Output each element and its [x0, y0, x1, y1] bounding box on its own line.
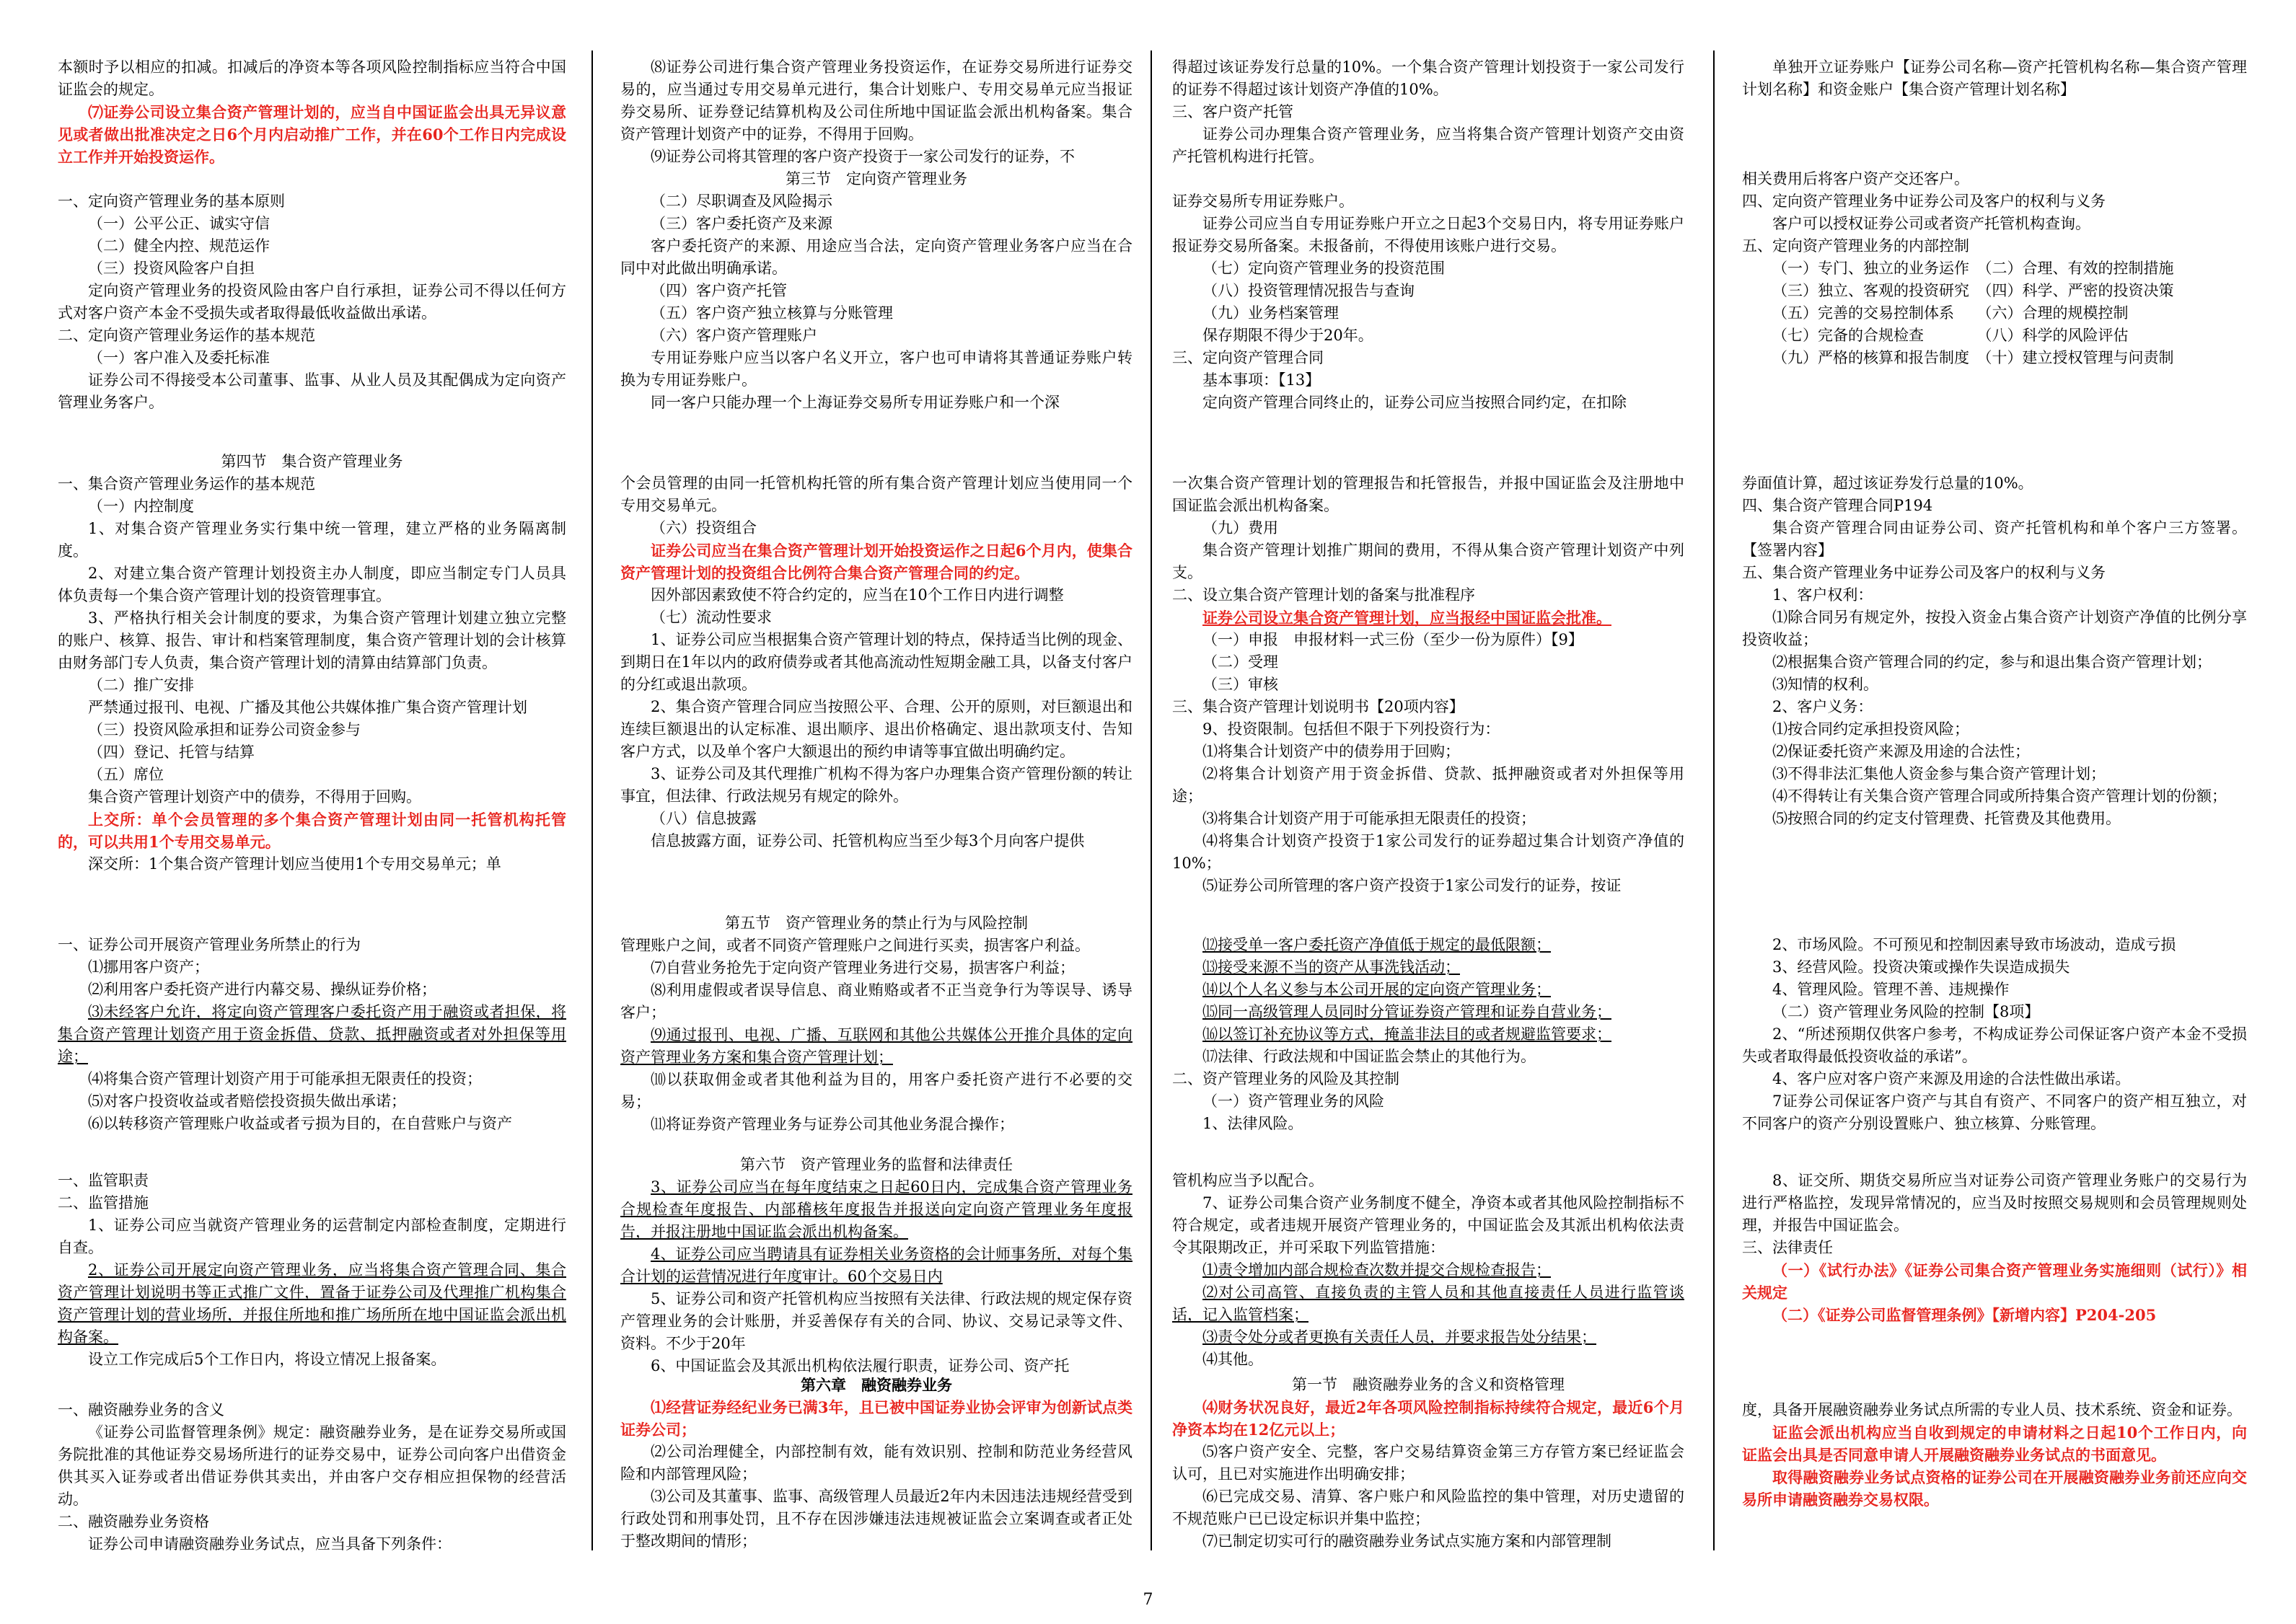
cell-16 [58, 1399, 566, 1558]
text-line: ⑸客户资产安全、完整，客户交易结算资金第三方存管方案已经证监会认可，且已对实施进作出明确安排； [1172, 1443, 1684, 1483]
text-line: ⑸对客户投资收益或者赔偿投资损失做出承诺； [88, 1093, 406, 1110]
text-line: 4、管理风险。管理不善、违规操作 [1772, 981, 2010, 998]
text-line: 严禁通过报刊、电视、广播及其他公共媒体推广集合资产管理计划 [88, 699, 527, 716]
text-line: 集合资产管理合同由证券公司、资产托管机构和单个客户三方签署。【签署内容】 [1742, 519, 2247, 559]
text-line: （三）客户委托资产及来源 [651, 215, 832, 232]
text-line: 2、集合资产管理合同应当按照公平、合理、公开的原则，对巨额退出和连续巨额退出的认定标准、退出顺序、退出价格确定、退出款项支付、告知客户方式，以及单个客户大额退出的预约申请等事宜做出明确约定。 [620, 698, 1132, 760]
text-line: 2、市场风险。不可预见和控制因素导致市场波动，造成亏损 [1772, 936, 2176, 953]
cell-1 [620, 56, 1132, 431]
text-line: 证券公司应当在集合资产管理计划开始投资运作之日起6个月内，使集合资产管理计划的投资组合比例符合集合资产管理合同的约定。 [620, 542, 1132, 582]
cell-11 [1742, 934, 2247, 1150]
text-line: ⑵利用客户委托资产进行内幕交易、操纵证券价格； [88, 981, 436, 998]
text-line: 四、集合资产管理合同P194 [1742, 497, 1933, 514]
text-line [1742, 101, 2247, 123]
text-line: （一）内控制度 [88, 498, 194, 515]
text-line: 客户委托资产的来源、用途应当合法，定向资产管理业务客户应当在合同中对此做出明确承诺。 [620, 237, 1132, 277]
text-line: 4、客户应对客户资产来源及用途的合法性做出承诺。 [1772, 1070, 2131, 1087]
text-line [1742, 146, 2247, 168]
text-line: （七）定向资产管理业务的投资范围 [1202, 260, 1445, 277]
text-line: 客户可以授权证券公司或者资产托管机构查询。 [1772, 215, 2090, 232]
text-line: （二）健全内控、规范运作 [88, 237, 270, 255]
text-line: ⑿接受单一客户委托资产净值低于规定的最低限额； [1202, 936, 1551, 953]
text-line: 取得融资融券业务试点资格的证券公司在开展融资融券业务前还应向交易所申请融资融券交易权限。 [1742, 1468, 2247, 1509]
text-line: ⑵将集合计划资产用于资金拆借、贷款、抵押融资或者对外担保等用途； [1172, 765, 1684, 805]
text-line: ⑹已完成交易、清算、客户账户和风险监控的集中管理，对历史遗留的不规范账户已已设定标识并集中监控； [1172, 1488, 1684, 1527]
text-line: （六）投资组合 [651, 519, 757, 537]
text-line: ⑷将集合计划资产投资于1家公司发行的证券超过集合计划资产净值的10%； [1172, 832, 1684, 872]
text-line: 2、对建立集合资产管理计划投资主办人制度，即应当制定专门人员具体负责每一个集合资产管理计划的投资管理事宜。 [58, 565, 566, 604]
text-line: 第六章 融资融券业务 [801, 1376, 952, 1394]
text-line: 二、资产管理业务的风险及其控制 [1172, 1070, 1399, 1087]
text-line: ⑼通过报刊、电视、广播、互联网和其他公共媒体公开推介具体的定向资产管理业务方案和集合资产管理计划； [620, 1026, 1132, 1066]
text-line: ⑷其他。 [1202, 1351, 1263, 1368]
text-line: 一、集合资产管理业务运作的基本规范 [58, 475, 315, 493]
text-line: 五、集合资产管理业务中证券公司及客户的权利与义务 [1742, 564, 2106, 581]
text-line: ⑺自营业务抢先于定向资产管理业务进行交易，损害客户利益； [651, 959, 1075, 976]
text-line [1172, 168, 1684, 190]
cell-18 [1172, 1374, 1684, 1558]
text-line: 集合资产管理计划推广期间的费用，不得从集合资产管理计划资产中列支。 [1172, 542, 1684, 581]
text-line: 第六节 资产管理业务的监督和法律责任 [740, 1156, 1013, 1173]
text-line: 上交所：单个会员管理的多个集合资产管理计划由同一托管机构托管的，可以共用1个专用交易单元。 [58, 811, 566, 851]
text-line: 4、证券公司应当聘请具有证券相关业务资格的会计师事务所，对每个集合计划的运营情况进行年度审计。60个交易日内 [620, 1245, 1132, 1285]
text-line: 深交所：1个集合资产管理计划应当使用1个专用交易单元；单 [88, 855, 501, 873]
text-line: 7证券公司保证客户资产与其自有资产、不同客户的资产相互独立，对不同客户的资产分别设置账户、独立核算、分账管理。 [1742, 1093, 2247, 1132]
text-line: 二、融资融券业务资格 [58, 1513, 209, 1530]
text-line: 证券公司办理集合资产管理业务，应当将集合资产管理计划资产交由资产托管机构进行托管。 [1172, 125, 1684, 165]
text-line: 6、中国证监会及其派出机构依法履行职责，证券公司、资产托 [651, 1357, 1070, 1374]
text-line: ⑵对公司高管、直接负责的主管人员和其他直接责任人员进行监管谈话，记入监管档案； [1172, 1284, 1684, 1323]
text-line: 因外部因素致使不符合约定的，应当在10个工作日内进行调整 [651, 586, 1064, 604]
text-line: 一、监管职责 [58, 1172, 149, 1189]
text-line: ⒀接受来源不当的资产从事洗钱活动； [1202, 958, 1460, 976]
column-divider [591, 50, 593, 1550]
text-line: 证券公司设立集合资产管理计划，应当报经中国证监会批准。 [1202, 609, 1611, 627]
text-line: （三）独立、客观的投资研究 （四）科学、严密的投资决策 [1772, 282, 2174, 299]
text-line: 三、法律责任 [1742, 1239, 1833, 1256]
cell-8 [58, 934, 566, 1150]
text-line: 五、定向资产管理业务的内部控制 [1742, 237, 1969, 255]
text-line: 保存期限不得少于20年。 [1202, 327, 1373, 344]
text-line: 得超过该证券发行总量的10%。一个集合资产管理计划投资于一家公司发行的证券不得超过该计划资产净值的10%。 [1172, 58, 1684, 98]
text-line: 专用证券账户应当以客户名义开立，客户也可申请将其普通证券账户转换为专用证券账户。 [620, 349, 1132, 389]
text-line: （一）公平公正、诚实守信 [88, 215, 270, 232]
text-line: ⑷财务状况良好，最近2年各项风险控制指标持续符合规定，最近6个月净资本均在12亿元以上； [1172, 1398, 1684, 1439]
cell-2 [1172, 56, 1684, 431]
text-line: ⑵保证委托资产来源及用途的合法性； [1772, 743, 2030, 760]
text-line: 7、证券公司集合资产业务制度不健全，净资本或者其他风险控制指标不符合规定，或者违规开展资产管理业务的，中国证监会及其派出机构依法责令其限期改正，并可采取下列监管措施： [1172, 1194, 1684, 1256]
text-line: （九）费用 [1202, 519, 1278, 537]
text-line: 四、定向资产管理业务中证券公司及客户的权利与义务 [1742, 193, 2106, 210]
text-line: 5、证券公司和资产托管机构应当按照有关法律、行政法规的规定保存资产管理业务的会计账册，并妥善保存有关的合同、协议、交易记录等文件、资料。不少于20年 [620, 1290, 1132, 1352]
text-line: （二）受理 [1202, 653, 1278, 671]
cell-0 [58, 56, 566, 431]
text-line: ⑻利用虚假或者误导信息、商业贿赂或者不正当竞争行为等误导、诱导客户； [620, 981, 1132, 1021]
text-line: 二、设立集合资产管理计划的备案与批准程序 [1172, 586, 1475, 604]
text-line [58, 168, 566, 190]
text-line: 9、投资限制。包括但不限于下列投资行为： [1202, 720, 1500, 738]
text-line: ⒂同一高级管理人员同时分管证券资产管理和证券自营业务； [1202, 1003, 1611, 1020]
text-line: 单独开立证券账户【证券公司名称—资产托管机构名称—集合资产管理计划名称】和资金账户【集合资产管理计划名称】 [1742, 58, 2247, 98]
text-line: 管机构应当予以配合。 [1172, 1172, 1324, 1189]
text-line: ⑷将集合资产管理计划资产用于可能承担无限责任的投资； [88, 1070, 482, 1087]
text-line: （一）资产管理业务的风险 [1202, 1093, 1384, 1110]
text-line: （七）完备的合规检查 （八）科学的风险评估 [1772, 327, 2129, 344]
text-line: （五）席位 [88, 766, 164, 783]
text-line: 2、“所述预期仅供客户参考，不构成证券公司保证客户资产本金不受损失或者取得最低投资收益的承诺”。 [1742, 1025, 2247, 1065]
text-line: （二）《证券公司监督管理条例》【新增内容】P204-205 [1772, 1306, 2157, 1324]
text-line: ⑵公司治理健全，内部控制有效，能有效识别、控制和防范业务经营风险和内部管理风险； [620, 1443, 1132, 1483]
text-line: ⑾将证券资产管理业务与证券公司其他业务混合操作； [651, 1116, 1014, 1133]
cell-4 [58, 451, 566, 912]
text-line: 基本事项：【13】 [1202, 371, 1321, 389]
text-line: ⑸证券公司所管理的客户资产投资于1家公司发行的证券，按证 [1202, 877, 1622, 894]
cell-9 [620, 912, 1132, 1150]
cell-17 [620, 1374, 1132, 1558]
cell-19 [1742, 1399, 2247, 1558]
text-line: 1、对集合资产管理业务实行集中统一管理，建立严格的业务隔离制度。 [58, 520, 566, 560]
text-line: 三、定向资产管理合同 [1172, 349, 1324, 366]
text-line: （二）尽职调查及风险揭示 [651, 193, 832, 210]
text-line: 第一节 融资融券业务的含义和资格管理 [1292, 1376, 1565, 1393]
text-line: 三、客户资产托管 [1172, 103, 1293, 120]
text-line: ⒁以个人名义参与本公司开展的定向资产管理业务； [1202, 981, 1551, 998]
text-line: 第三节 定向资产管理业务 [786, 170, 967, 187]
text-line: 同一客户只能办理一个上海证券交易所专用证券账户和一个深 [651, 394, 1060, 411]
text-line: ⑶责令处分或者更换有关责任人员，并要求报告处分结果； [1202, 1328, 1596, 1346]
cell-7 [1742, 472, 2247, 919]
text-line: （三）投资风险承担和证券公司资金参与 [88, 721, 361, 738]
page-number: 7 [1143, 1591, 1153, 1609]
text-line: 第五节 资产管理业务的禁止行为与风险控制 [725, 914, 1028, 932]
cell-6 [1172, 472, 1684, 919]
cell-12 [58, 1170, 566, 1379]
text-line: 三、集合资产管理计划说明书【20项内容】 [1172, 698, 1464, 715]
text-line: 第四节 集合资产管理业务 [221, 453, 403, 470]
column-divider [1151, 50, 1152, 1550]
text-line: 定向资产管理合同终止的，证券公司应当按照合同约定，在扣除 [1202, 394, 1627, 411]
cell-13 [620, 1154, 1132, 1379]
text-line: ⑶将集合计划资产用于可能承担无限责任的投资； [1202, 810, 1536, 827]
text-line: （三）审核 [1202, 676, 1278, 693]
text-line: 一次集合资产管理计划的管理报告和托管报告，并报中国证监会及注册地中国证监会派出机构备案。 [1172, 475, 1684, 514]
text-line: 相关费用后将客户资产交还客户。 [1742, 170, 1969, 187]
text-line: 证券公司不得接受本公司董事、监事、从业人员及其配偶成为定向资产管理业务客户。 [58, 371, 566, 411]
text-line: ⑼证券公司将其管理的客户资产投资于一家公司发行的证券，不 [651, 148, 1075, 165]
cell-14 [1172, 1170, 1684, 1379]
column-divider [1713, 50, 1715, 1550]
text-line: ⑶不得非法汇集他人资金参与集合资产管理计划； [1772, 765, 2106, 782]
text-line: （四）客户资产托管 [651, 282, 787, 299]
text-line: 信息披露方面，证券公司、托管机构应当至少每3个月向客户提供 [651, 832, 1085, 849]
text-line: （九）严格的核算和报告制度 （十）建立授权管理与问责制 [1772, 349, 2174, 366]
text-line: 证券交易所专用证券账户。 [1172, 193, 1354, 210]
text-line: 度，具备开展融资融券业务试点所需的专业人员、技术系统、资金和证券。 [1742, 1401, 2242, 1418]
text-line: （二）资产管理业务风险的控制【8项】 [1772, 1003, 2040, 1020]
cell-10 [1172, 934, 1684, 1150]
text-line: 3、经营风险。投资决策或操作失误造成损失 [1772, 958, 2070, 976]
text-line: 3、证券公司及其代理推广机构不得为客户办理集合资产管理份额的转让事宜，但法律、行政法规另有规定的除外。 [620, 765, 1132, 805]
text-line: 1、客户权利： [1772, 586, 1873, 604]
text-line: 8、证交所、期货交易所应当对证券公司资产管理业务账户的交易行为进行严格监控，发现异常情况的，应当及时按照交易规则和会员管理规则处理，并报告中国证监会。 [1742, 1172, 2247, 1234]
text-line: 管理账户之间，或者不同资产管理账户之间进行买卖，损害客户利益。 [620, 937, 1090, 954]
cell-5 [620, 472, 1132, 919]
text-line: （一）《试行办法》《证券公司集合资产管理业务实施细则（试行）》相关规定 [1742, 1261, 2247, 1302]
text-line: ⑽以获取佣金或者其他利益为目的，用客户委托资产进行不必要的交易； [620, 1071, 1132, 1111]
text-line: （七）流动性要求 [651, 609, 772, 626]
text-line: 二、定向资产管理业务运作的基本规范 [58, 327, 315, 344]
text-line: （四）登记、托管与结算 [88, 743, 255, 761]
text-line [1742, 123, 2247, 146]
text-line: （八）投资管理情况报告与查询 [1202, 282, 1415, 299]
text-line: 设立工作完成后5个工作日内，将设立情况上报备案。 [88, 1351, 447, 1368]
text-line: ⑶未经客户允许，将定向资产管理客户委托资产用于融资或者担保，将集合资产管理计划资产用于资金拆借、贷款、抵押融资或者对外担保等用途； [58, 1003, 566, 1065]
text-line: （二）推广安排 [88, 676, 194, 694]
text-line: （五）完善的交易控制体系 （六）合理的规模控制 [1772, 304, 2129, 322]
text-line: 一、证券公司开展资产管理业务所禁止的行为 [58, 936, 361, 953]
text-line: ⑶知情的权利。 [1772, 676, 1878, 693]
text-line: （三）投资风险客户自担 [88, 260, 255, 277]
text-line: 1、证券公司应当根据集合资产管理计划的特点，保持适当比例的现金、到期日在1年以内的政府债券或者其他高流动性短期金融工具，以备支付客户的分红或退出款项。 [620, 631, 1132, 693]
text-line: ⑹以转移资产管理账户收益或者亏损为目的，在自营账户与资产 [88, 1115, 512, 1132]
cell-3 [1742, 56, 2247, 431]
text-line: 本额时予以相应的扣减。扣减后的净资本等各项风险控制指标应当符合中国证监会的规定。 [58, 58, 566, 98]
text-line: ⑺证券公司设立集合资产管理计划的，应当自中国证监会出具无异议意见或者做出批准决定之日6个月内启动推广工作，并在60个工作日内完成设立工作并开始投资运作。 [58, 103, 566, 166]
text-line: ⑸按照合同的约定支付管理费、托管费及其他费用。 [1772, 810, 2121, 827]
text-line: 一、融资融券业务的含义 [58, 1401, 224, 1418]
text-line: 证券公司申请融资融券业务试点，应当具备下列条件： [88, 1535, 452, 1553]
text-line: ⑴除合同另有规定外，按投入资金占集合资产计划资产净值的比例分享投资收益； [1742, 609, 2247, 648]
text-line: （九）业务档案管理 [1202, 304, 1339, 322]
text-line: ⑴责令增加内部合规检查次数并提交合规检查报告； [1202, 1261, 1551, 1279]
text-line: （五）客户资产独立核算与分账管理 [651, 304, 893, 322]
text-line: 券面值计算，超过该证券发行总量的10%。 [1742, 475, 2033, 492]
text-line: 集合资产管理计划资产中的债券，不得用于回购。 [88, 788, 421, 806]
text-line: 3、严格执行相关会计制度的要求，为集合资产管理计划建立独立完整的账户、核算、报告、审计和档案管理制度，集合资产管理计划的会计核算由财务部门专人负责，集合资产管理计划的清算由结算部门负责。 [58, 609, 566, 671]
text-line: （一）专门、独立的业务运作 （二）合理、有效的控制措施 [1772, 260, 2174, 277]
text-line: ⑴挪用客户资产； [88, 958, 209, 976]
text-line: 个会员管理的由同一托管机构托管的所有集合资产管理计划应当使用同一个专用交易单元。 [620, 475, 1132, 514]
text-line: 《证券公司监督管理条例》规定：融资融券业务，是在证券交易所或国务院批准的其他证券交易场所进行的证券交易中，证券公司向客户出借资金供其买入证券或者出借证券供其卖出，并由客户交存相应担保物的经营活动。 [58, 1424, 566, 1508]
text-line: （一）申报 申报材料一式三份（至少一份为原件）【9】 [1202, 631, 1583, 648]
text-line: ⑵根据集合资产管理合同的约定，参与和退出集合资产管理计划； [1772, 653, 2212, 671]
text-line: ⑺已制定切实可行的融资融券业务试点实施方案和内部管理制 [1202, 1532, 1611, 1550]
text-line: ⑴将集合计划资产中的债券用于回购； [1202, 743, 1460, 760]
text-line: 定向资产管理业务的投资风险由客户自行承担，证券公司不得以任何方式对客户资产本金不受损失或者取得最低收益做出承诺。 [58, 282, 566, 322]
text-line: ⑶公司及其董事、监事、高级管理人员最近2年内未因违法违规经营受到行政处罚和刑事处罚，且不存在因涉嫌违法违规被证监会立案调查或者正处于整改期间的情形； [620, 1488, 1132, 1550]
cell-15 [1742, 1170, 2247, 1379]
text-line: （六）客户资产管理账户 [651, 327, 817, 344]
text-line: 二、监管措施 [58, 1194, 149, 1212]
text-line: ⒃以签订补充协议等方式，掩盖非法目的或者规避监管要求； [1202, 1025, 1611, 1043]
text-line: （八）信息披露 [651, 810, 757, 827]
text-line: 2、证券公司开展定向资产管理业务，应当将集合资产管理合同、集合资产管理计划说明书等正式推广文件，置备于证券公司及代理推广机构集合资产管理计划的营业场所，并报住所地和推广场所所在地中国证监会派出机构备案。 [58, 1261, 566, 1346]
text-line: 2、客户义务： [1772, 698, 1873, 715]
text-line: ⒄法律、行政法规和中国证监会禁止的其他行为。 [1202, 1048, 1536, 1065]
text-line: ⑻证券公司进行集合资产管理业务投资运作，在证券交易所进行证券交易的，应当通过专用交易单元进行，集合计划账户、专用交易单元应当报证券交易所、证券登记结算机构及公司住所地中国证监会派出机构备案。集合资产管理计划资产中的证券，不得用于回购。 [620, 58, 1132, 143]
text-line: 1、证券公司应当就资产管理业务的运营制定内部检查制度，定期进行自查。 [58, 1217, 566, 1256]
text-line: 3、证券公司应当在每年度结束之日起60日内，完成集合资产管理业务合规检查年度报告、内部稽核年度报告并报送向定向资产管理业务年度报告，并报注册地中国证监会派出机构备案。 [620, 1178, 1132, 1240]
text-line: ⑴按合同约定承担投资风险； [1772, 720, 1969, 738]
text-line: ⑴经营证券经纪业务已满3年，且已被中国证券业协会评审为创新试点类证券公司； [620, 1398, 1132, 1439]
text-line: 证券公司应当自专用证券账户开立之日起3个交易日内，将专用证券账户报证券交易所备案。未报备前，不得使用该账户进行交易。 [1172, 215, 1684, 255]
text-line: （一）客户准入及委托标准 [88, 349, 270, 366]
text-line: 证监会派出机构应当自收到规定的申请材料之日起10个工作日内，向证监会出具是否同意申请人开展融资融券业务试点的书面意见。 [1742, 1424, 2247, 1464]
text-line: 一、定向资产管理业务的基本原则 [58, 193, 285, 210]
text-line: 1、法律风险。 [1202, 1115, 1303, 1132]
text-line: ⑷不得转让有关集合资产管理合同或所持集合资产管理计划的份额； [1772, 787, 2227, 805]
